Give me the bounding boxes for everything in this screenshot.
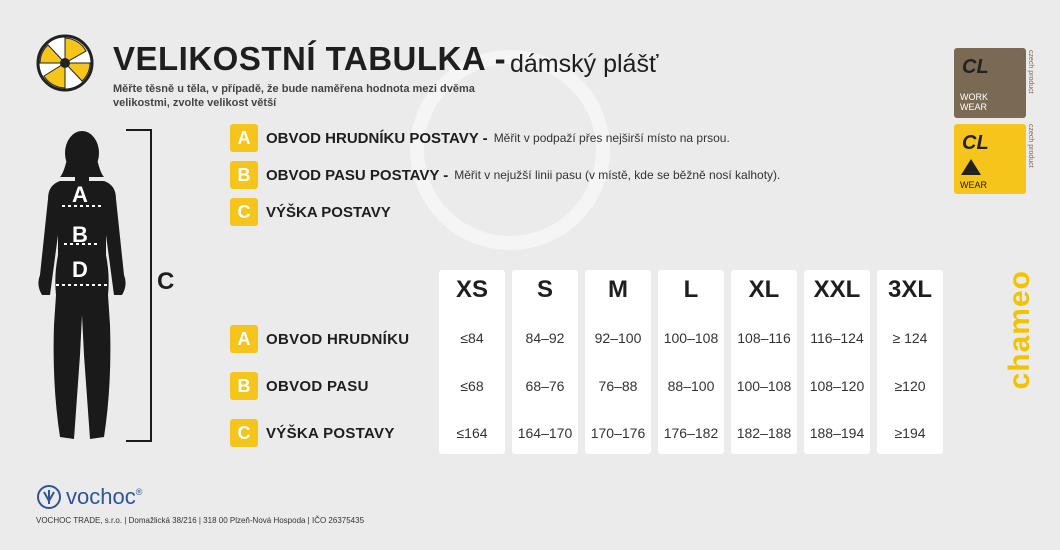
table-cell: 182–188: [736, 425, 792, 441]
vochoc-logo: [36, 484, 142, 510]
legend-row-b: [230, 160, 780, 190]
female-silhouette-icon: [30, 125, 160, 445]
figure-label-a: A: [72, 182, 88, 207]
row-title: OBVOD PASU: [266, 377, 369, 395]
table-cell: ≤68: [460, 378, 484, 394]
wear-brand-tag: [954, 124, 1026, 194]
czech-product-label: czech product: [1027, 124, 1034, 168]
table-cell: ≥120: [894, 378, 926, 394]
table-cell: ≥ 124: [892, 330, 928, 346]
czech-product-label: czech product: [1027, 50, 1034, 94]
table-cell: 116–124: [810, 330, 864, 346]
table-cell: 84–92: [525, 330, 565, 346]
size-header: XXL: [813, 276, 861, 303]
table-cell: 92–100: [594, 330, 642, 346]
page-title: VELIKOSTNÍ TABULKA -: [113, 40, 507, 77]
warning-triangle-icon: [960, 158, 982, 176]
size-header: S: [536, 276, 553, 303]
table-cell: 164–170: [517, 425, 573, 441]
table-cell: 100–108: [663, 330, 719, 346]
legend-desc-b: Měřit v nejužší linii pasu (v místě, kde se běžně nosí kalhoty).: [454, 168, 781, 182]
intro-text: Měřte těsně u těla, v případě, že bude naměřena hodnota mezi dvěma velikostmi, zvolte velikost větší: [113, 83, 475, 109]
table-cell: ≤164: [456, 425, 488, 441]
legend-title-b: OBVOD PASU POSTAVY -: [266, 166, 449, 184]
legend-row-c: [230, 197, 391, 227]
legend-title-c: VÝŠKA POSTAVY: [266, 203, 391, 221]
row-title: VÝŠKA POSTAVY: [266, 424, 395, 442]
table-cell: 170–176: [590, 425, 646, 441]
legend-desc-a: Měřit v podpaží přes nejširší místo na prsou.: [493, 131, 730, 145]
wear-label: WEAR: [960, 180, 987, 190]
footer-address: VOCHOC TRADE, s.r.o. | Domažlická 38/216 | 318 00 Plzeň-Nová Hospoda | IČO 26375435: [36, 516, 365, 525]
table-cell: ≤84: [460, 330, 484, 346]
legend-row-a: [230, 123, 730, 153]
workwear-label: WORK WEAR: [960, 92, 988, 112]
wheel-logo-icon: [36, 34, 94, 92]
chameo-logo: chameo: [1003, 270, 1036, 390]
table-cell: 100–108: [736, 378, 792, 394]
registered-mark: ®: [135, 487, 143, 497]
page-subtitle: dámský plášť: [510, 50, 659, 78]
size-header: XS: [455, 276, 488, 303]
row-label-a: [230, 324, 409, 354]
table-cell: 88–100: [667, 378, 715, 394]
badge-a: A: [230, 124, 258, 152]
badge-c: C: [230, 419, 258, 447]
vochoc-wordmark: vochoc: [66, 484, 136, 509]
figure-height-label: C: [157, 268, 175, 295]
row-label-b: [230, 371, 369, 401]
figure-label-d: D: [72, 257, 88, 282]
badge-b: B: [230, 372, 258, 400]
size-header: L: [683, 276, 699, 303]
table-cell: 108–116: [737, 330, 791, 346]
cl-logo-text: CL: [962, 56, 989, 78]
badge-a: A: [230, 325, 258, 353]
badge-c: C: [230, 198, 258, 226]
table-cell: 76–88: [598, 378, 638, 394]
badge-b: B: [230, 161, 258, 189]
table-cell: ≥194: [894, 425, 926, 441]
figure-label-b: B: [72, 222, 88, 247]
workwear-brand-tag: [954, 48, 1026, 118]
size-header: M: [608, 276, 628, 303]
size-header: XL: [748, 276, 780, 303]
table-cell: 188–194: [809, 425, 865, 441]
size-header: 3XL: [887, 276, 932, 303]
table-cell: 108–120: [809, 378, 865, 394]
legend-title-a: OBVOD HRUDNÍKU POSTAVY -: [266, 129, 488, 147]
row-label-c: [230, 418, 395, 448]
vochoc-circle-icon: [36, 484, 62, 510]
table-cell: 176–182: [663, 425, 719, 441]
table-cell: 68–76: [525, 378, 565, 394]
row-title: OBVOD HRUDNÍKU: [266, 330, 410, 348]
cl-logo-text: CL: [962, 132, 989, 154]
